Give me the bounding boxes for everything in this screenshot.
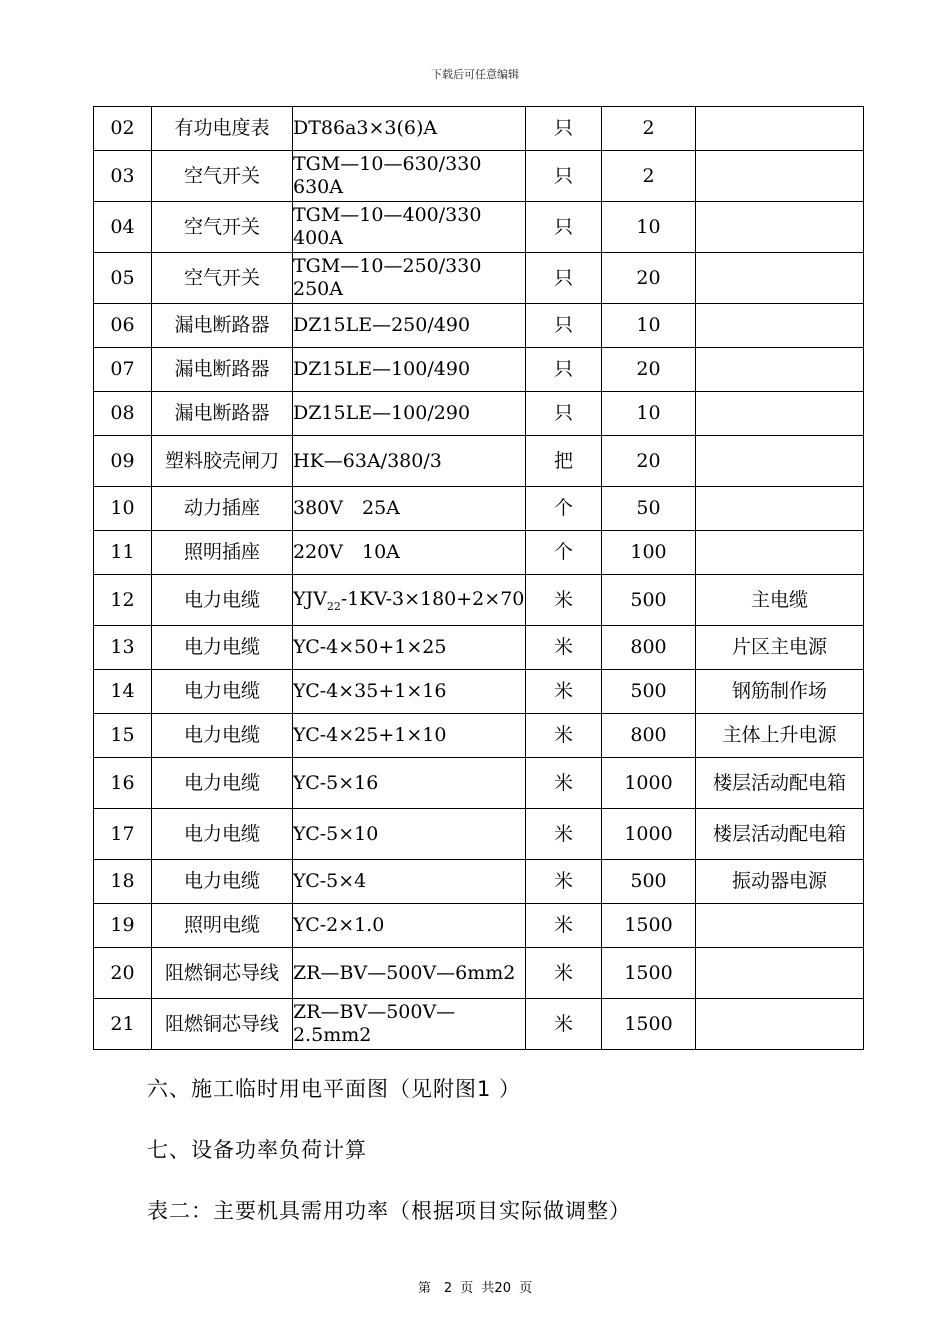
cell-no: 09: [94, 436, 152, 487]
table-row: [94, 202, 864, 253]
table-row: [94, 531, 864, 575]
cell-note: 片区主电源: [696, 626, 864, 670]
cell-qty: 20: [602, 253, 696, 304]
cell-name: 电力电缆: [152, 860, 293, 904]
table-row: [94, 904, 864, 948]
cell-note: [696, 436, 864, 487]
cell-unit: 只: [526, 392, 602, 436]
cell-spec: ZR—BV—500V—2.5mm2: [293, 999, 526, 1050]
cell-name: 照明电缆: [152, 904, 293, 948]
table-row: [94, 436, 864, 487]
table-row: [94, 809, 864, 860]
cell-unit: 米: [526, 575, 602, 626]
cell-spec: DT86a3×3(6)A: [293, 107, 526, 151]
section-seven-heading: 七、设备功率负荷计算: [147, 1138, 367, 1162]
cell-spec: ZR—BV—500V—6mm2: [293, 948, 526, 999]
cell-unit: 个: [526, 487, 602, 531]
cell-no: 08: [94, 392, 152, 436]
table-row: [94, 714, 864, 758]
cell-qty: 10: [602, 202, 696, 253]
cell-unit: 米: [526, 670, 602, 714]
table-row: [94, 575, 864, 626]
cell-spec: YC-4×25+1×10: [293, 714, 526, 758]
section-six-heading: 六、施工临时用电平面图（见附图1 ）: [147, 1077, 522, 1101]
cell-note: [696, 948, 864, 999]
table-row: [94, 304, 864, 348]
table-row: [94, 151, 864, 202]
cell-note: [696, 392, 864, 436]
cell-name: 漏电断路器: [152, 304, 293, 348]
cell-unit: 个: [526, 531, 602, 575]
cell-qty: 800: [602, 714, 696, 758]
cell-qty: 50: [602, 487, 696, 531]
cell-no: 20: [94, 948, 152, 999]
table-row: [94, 107, 864, 151]
cell-spec: YC-4×35+1×16: [293, 670, 526, 714]
cell-no: 16: [94, 758, 152, 809]
cell-note: 楼层活动配电箱: [696, 758, 864, 809]
cell-unit: 只: [526, 304, 602, 348]
cell-qty: 100: [602, 531, 696, 575]
cell-no: 19: [94, 904, 152, 948]
cell-unit: 米: [526, 809, 602, 860]
cell-qty: 1000: [602, 758, 696, 809]
equipment-table: [93, 106, 864, 1050]
cell-name: 空气开关: [152, 202, 293, 253]
cell-spec: TGM—10—400/330 400A: [293, 202, 526, 253]
cell-no: 21: [94, 999, 152, 1050]
cell-name: 电力电缆: [152, 575, 293, 626]
cell-no: 05: [94, 253, 152, 304]
cell-spec: DZ15LE—250/490: [293, 304, 526, 348]
cell-note: [696, 487, 864, 531]
page-header: 下载后可任意编辑: [431, 68, 519, 81]
cell-note: [696, 151, 864, 202]
cell-name: 阻燃铜芯导线: [152, 948, 293, 999]
cell-unit: 只: [526, 151, 602, 202]
table-row: [94, 758, 864, 809]
cell-note: 主体上升电源: [696, 714, 864, 758]
cell-name: 有功电度表: [152, 107, 293, 151]
table-row: [94, 948, 864, 999]
cell-unit: 只: [526, 253, 602, 304]
cell-qty: 10: [602, 304, 696, 348]
cell-qty: 1500: [602, 948, 696, 999]
cell-note: [696, 107, 864, 151]
cell-qty: 1500: [602, 904, 696, 948]
cell-name: 照明插座: [152, 531, 293, 575]
cell-note: 振动器电源: [696, 860, 864, 904]
cell-note: 楼层活动配电箱: [696, 809, 864, 860]
cell-no: 10: [94, 487, 152, 531]
cell-name: 漏电断路器: [152, 348, 293, 392]
spec-main: YJV: [293, 587, 327, 610]
cell-name: 漏电断路器: [152, 392, 293, 436]
table-row: [94, 626, 864, 670]
cell-note: 主电缆: [696, 575, 864, 626]
cell-no: 02: [94, 107, 152, 151]
cell-unit: 只: [526, 348, 602, 392]
cell-qty: 20: [602, 348, 696, 392]
cell-no: 07: [94, 348, 152, 392]
cell-spec: [293, 575, 526, 626]
cell-qty: 500: [602, 860, 696, 904]
cell-unit: 米: [526, 860, 602, 904]
cell-unit: 把: [526, 436, 602, 487]
table-two-caption: 表二：主要机具需用功率（根据项目实际做调整）: [147, 1199, 631, 1223]
cell-name: 空气开关: [152, 151, 293, 202]
cell-name: 电力电缆: [152, 714, 293, 758]
spec-subscript: 22: [326, 599, 341, 613]
spec-rest: -1KV-3×180+2×70: [340, 587, 525, 610]
cell-spec: TGM—10—250/330 250A: [293, 253, 526, 304]
cell-qty: 2: [602, 107, 696, 151]
cell-name: 塑料胶壳闸刀: [152, 436, 293, 487]
cell-spec: 380V 25A: [293, 487, 526, 531]
cell-no: 06: [94, 304, 152, 348]
cell-note: [696, 999, 864, 1050]
cell-spec: 220V 10A: [293, 531, 526, 575]
cell-spec: DZ15LE—100/490: [293, 348, 526, 392]
cell-note: [696, 202, 864, 253]
table-row: [94, 253, 864, 304]
cell-no: 18: [94, 860, 152, 904]
table-row: [94, 487, 864, 531]
cell-no: 15: [94, 714, 152, 758]
cell-qty: 500: [602, 575, 696, 626]
cell-qty: 2: [602, 151, 696, 202]
cell-note: 钢筋制作场: [696, 670, 864, 714]
cell-spec: YC-5×16: [293, 758, 526, 809]
cell-note: [696, 531, 864, 575]
table-row: [94, 670, 864, 714]
cell-note: [696, 348, 864, 392]
cell-name: 空气开关: [152, 253, 293, 304]
cell-qty: 1000: [602, 809, 696, 860]
cell-spec: DZ15LE—100/290: [293, 392, 526, 436]
cell-name: 电力电缆: [152, 626, 293, 670]
cell-qty: 20: [602, 436, 696, 487]
cell-qty: 10: [602, 392, 696, 436]
cell-unit: 米: [526, 714, 602, 758]
cell-qty: 500: [602, 670, 696, 714]
cell-spec: YC-4×50+1×25: [293, 626, 526, 670]
cell-unit: 米: [526, 758, 602, 809]
cell-name: 电力电缆: [152, 809, 293, 860]
table-row: [94, 392, 864, 436]
cell-no: 11: [94, 531, 152, 575]
cell-spec: YC-2×1.0: [293, 904, 526, 948]
cell-name: 阻燃铜芯导线: [152, 999, 293, 1050]
cell-unit: 米: [526, 626, 602, 670]
table-row: [94, 860, 864, 904]
page-footer: 第 2 页 共20 页: [417, 1281, 533, 1296]
cell-no: 03: [94, 151, 152, 202]
cell-note: [696, 304, 864, 348]
cell-spec: TGM—10—630/330 630A: [293, 151, 526, 202]
cell-unit: 米: [526, 948, 602, 999]
cell-spec: HK—63A/380/3: [293, 436, 526, 487]
cell-no: 17: [94, 809, 152, 860]
cell-name: 电力电缆: [152, 758, 293, 809]
cell-no: 14: [94, 670, 152, 714]
cell-no: 04: [94, 202, 152, 253]
cell-spec: YC-5×10: [293, 809, 526, 860]
cell-qty: 800: [602, 626, 696, 670]
cell-qty: 1500: [602, 999, 696, 1050]
cell-spec: YC-5×4: [293, 860, 526, 904]
cell-note: [696, 904, 864, 948]
cell-name: 动力插座: [152, 487, 293, 531]
cell-name: 电力电缆: [152, 670, 293, 714]
table-row: [94, 999, 864, 1050]
cell-note: [696, 253, 864, 304]
table-row: [94, 348, 864, 392]
cell-unit: 只: [526, 107, 602, 151]
cell-unit: 只: [526, 202, 602, 253]
cell-no: 13: [94, 626, 152, 670]
cell-unit: 米: [526, 999, 602, 1050]
cell-unit: 米: [526, 904, 602, 948]
cell-no: 12: [94, 575, 152, 626]
